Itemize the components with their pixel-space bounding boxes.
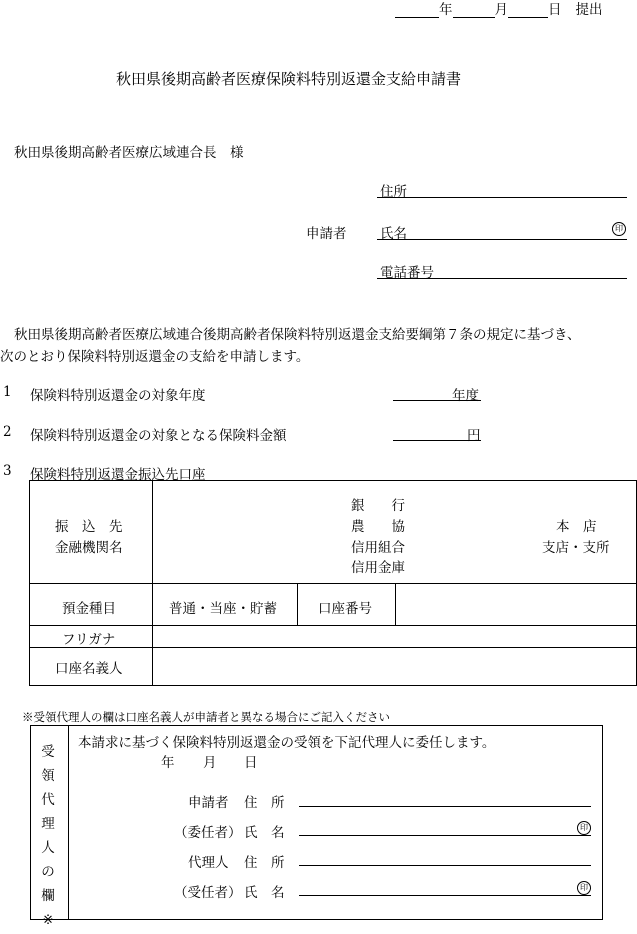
item-1-number: 1 [3, 384, 12, 400]
item-2-label: 保険料特別返還金の対象となる保険料金額 [30, 428, 287, 444]
proxy-note: ※受領代理人の欄は口座名義人が申請者と異なる場合にご記入ください [22, 710, 390, 724]
addressee: 秋田県後期高齢者医療広域連合長 様 [14, 145, 244, 161]
delegator-name-label: 氏 名 [244, 825, 285, 841]
item-2-unit: 円 [467, 428, 481, 444]
document-title: 秋田県後期高齢者医療保険料特別返還金支給申請書 [116, 70, 462, 88]
proxy-date-year[interactable]: 年 [161, 755, 175, 771]
item-2-number: 2 [3, 424, 12, 440]
submission-date [395, 0, 603, 18]
furigana-field[interactable] [154, 627, 635, 646]
institution-label-2: 金融機関名 [55, 540, 123, 556]
delegator-seal: 印 [577, 821, 591, 835]
delegation-text: 本請求に基づく保険料特別返還金の受領を下記代理人に委任します。 [78, 735, 496, 751]
deposit-type-label: 預金種目 [62, 601, 116, 617]
delegator-role-label: 申請者 [188, 795, 229, 811]
item-3-label: 保険料特別返還金振込先口座 [30, 467, 206, 483]
institution-type-bank[interactable]: 銀 行 [351, 498, 405, 514]
deposit-type-options[interactable]: 普通・当座・貯蓄 [169, 601, 277, 617]
branch-sub[interactable]: 支店・支所 [542, 540, 610, 556]
proxy-date-day[interactable]: 日 [244, 755, 258, 771]
proxy-section [30, 725, 603, 920]
proxy-name-field[interactable] [299, 895, 591, 896]
proxy-role-label: 代理人 [188, 855, 229, 871]
branch-main[interactable]: 本 店 [556, 519, 597, 535]
applicant-phone-label: 電話番号 [380, 265, 434, 281]
proxy-address-field[interactable] [299, 865, 591, 866]
delegator-sub-label: （委任者） [174, 825, 242, 841]
proxy-name-label: 氏 名 [244, 885, 285, 901]
year-suffix: 年 [439, 2, 453, 18]
applicant-address-field[interactable] [377, 197, 627, 198]
item-3-number: 3 [3, 463, 12, 479]
body-line-2: 次のとおり保険料特別返還金の支給を申請します。 [0, 349, 310, 365]
day-blank[interactable] [508, 2, 548, 18]
proxy-date-month[interactable]: 月 [203, 755, 217, 771]
year-blank[interactable] [395, 2, 439, 18]
delegate-sub-label: （受任者） [174, 885, 242, 901]
applicant-name-field[interactable] [377, 239, 627, 240]
delegator-address-label: 住 所 [244, 795, 285, 811]
body-line-1: 秋田県後期高齢者医療広域連合後期高齢者保険料特別返還金支給要綱第７条の規定に基づき、 [14, 327, 581, 343]
delegator-name-field[interactable] [299, 835, 591, 836]
institution-type-ja[interactable]: 農 協 [351, 519, 405, 535]
account-holder-field[interactable] [154, 649, 635, 685]
applicant-address-label: 住所 [380, 184, 407, 200]
day-suffix: 日 [548, 2, 562, 18]
item-1-label: 保険料特別返還金の対象年度 [30, 388, 206, 404]
institution-type-credit-union[interactable]: 信用組合 [351, 540, 405, 556]
item-1-unit: 年度 [452, 388, 479, 404]
account-number-label: 口座番号 [318, 601, 372, 617]
proxy-address-label: 住 所 [244, 855, 285, 871]
submit-label: 提出 [575, 2, 603, 18]
applicant-label: 申請者 [306, 226, 347, 242]
account-holder-label: 口座名義人 [55, 661, 123, 677]
applicant-name-label: 氏名 [380, 226, 407, 242]
month-blank[interactable] [453, 2, 495, 18]
applicant-phone-field[interactable] [377, 278, 627, 279]
institution-type-shinkin[interactable]: 信用金庫 [351, 560, 405, 576]
furigana-label: フリガナ [62, 632, 116, 648]
applicant-seal: 印 [612, 222, 626, 236]
account-number-field[interactable] [397, 585, 635, 623]
delegator-address-field[interactable] [299, 806, 591, 807]
institution-label-1: 振 込 先 [55, 519, 123, 535]
proxy-seal: 印 [577, 881, 591, 895]
month-suffix: 月 [494, 2, 508, 18]
proxy-side-label: 受 領 代 理 人 の 欄 ※ [41, 744, 55, 928]
